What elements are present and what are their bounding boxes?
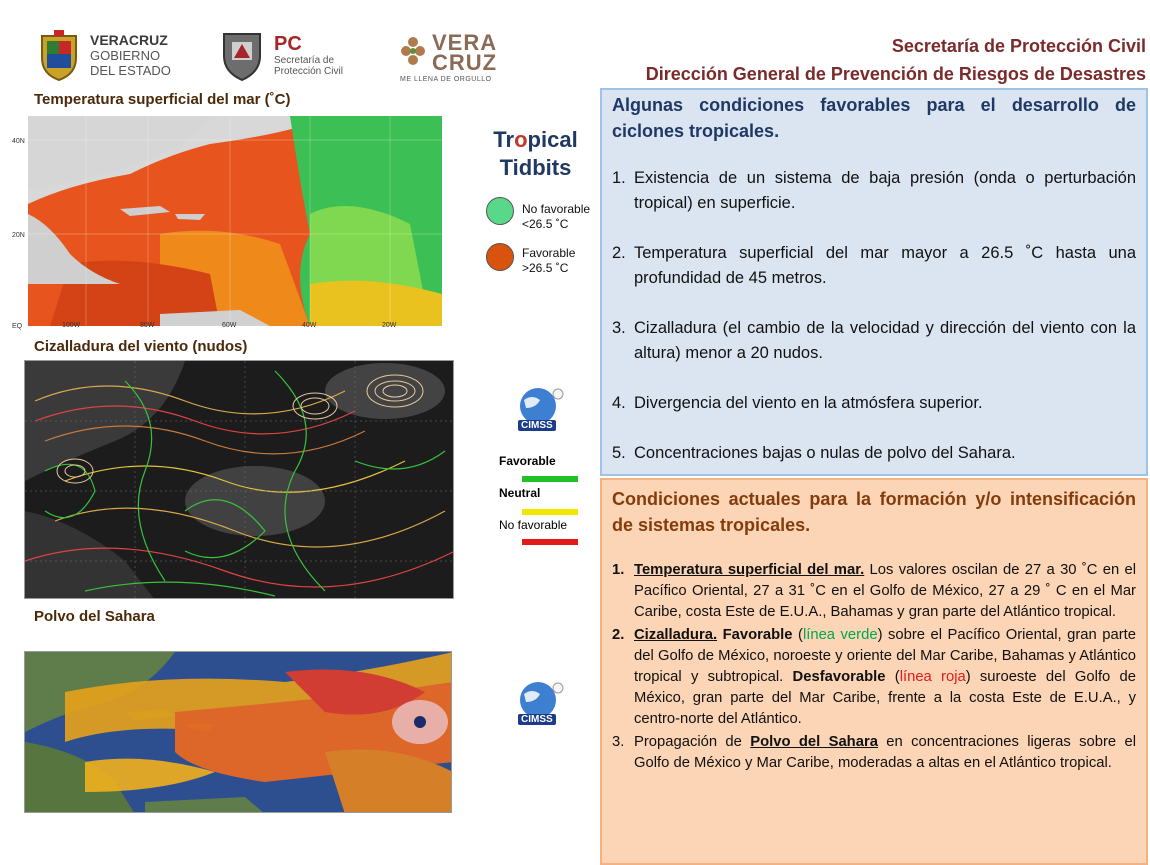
pc-sub-line1: Secretaría de [274,55,335,66]
green-line-word: línea verde [802,627,878,643]
tt-part-o: o [514,127,528,152]
item-num: 2. [612,627,625,643]
no-favorable-label1: No favorable [522,202,591,216]
pc-shield-icon [218,28,266,82]
no-favorable-label2: <26.5 ˚C [522,217,569,231]
item-head: Temperatura superficial del mar. [634,562,865,578]
desfavorable-text: ) suroeste del Golfo de México, gran parte del Mar Caribe, frente a la costa Este de E.U.A., y centro-norte del Atlántico. [634,669,1137,727]
dust-map [24,651,452,813]
list-item [612,391,1136,416]
item-num: 3. [612,319,626,337]
favorable-panel-title: Algunas condiciones favorables para el desarrollo de ciclones tropicales. [612,95,1136,141]
sst-lon-80w: 80W [140,322,155,329]
item-text: Divergencia del viento en la atmósfera superior. [634,394,983,412]
sst-lat-40n: 40N [12,138,25,145]
item-text: Temperatura superficial del mar mayor a 26.5 ˚C hasta una profundidad de 45 metros. [634,244,1136,287]
legend-line-nofav [522,539,578,545]
list-item [612,166,1136,216]
legend-line-neutral [522,509,578,515]
vc-word-line1: VERA [432,30,498,55]
sst-lon-20w: 20W [382,322,397,329]
item-text: Existencia de un sistema de baja presión (onda o perturbación tropical) en superficie. [634,169,1136,212]
pc-sub-line2: Protección Civil [274,66,343,77]
cimss-logo-1 [506,386,570,436]
favorable-word: Favorable [717,627,793,643]
logo-veracruz-line2: GOBIERNO [90,47,161,63]
favorable-text: ) sobre el Pacífico Oriental, gran parte del Golfo de México, noroeste y oriente del Mar Caribe, Bahamas y Atlántico tropical y subtropical. [634,627,1137,685]
tt-line2: Tidbits [499,155,572,180]
favorable-conditions-panel [600,88,1148,476]
no-favorable-swatch [486,197,514,225]
list-item [612,241,1136,291]
item-pre: Propagación de [634,734,751,750]
desfavorable-word: Desfavorable [783,669,886,685]
item-head: Cizalladura. [634,627,718,643]
item-text: en concentraciones ligeras sobre el Golfo de México y Mar Caribe, moderadas a altas en el Atlántico tropical. [634,734,1136,771]
favorable-label2: >26.5 ˚C [522,261,569,275]
sst-lon-100w: 100W [62,322,81,329]
item-num: 4. [612,394,626,412]
favorable-swatch [486,243,514,271]
item-text: Cizalladura (el cambio de la velocidad y dirección del viento con la altura) menor a 20 nudos. [634,319,1136,362]
item-num: 3. [612,734,625,750]
veracruz-shield-icon [36,28,82,82]
legend-line-neutral-label: Neutral [499,486,541,500]
logo-veracruz-line3: DEL ESTADO [90,62,171,78]
sst-lon-40w: 40W [302,322,317,329]
red-line-word: línea roja [899,669,966,685]
logo-veracruz-line1: VERACRUZ [90,31,168,48]
dust-map-image [25,652,452,813]
item-head: Polvo del Sahara [750,734,878,750]
tt-part-a: Tr [493,127,515,152]
shear-map [24,360,454,599]
legend-line-nofav-label: No favorable [499,518,568,532]
sst-lat-eq: EQ [12,323,23,330]
shear-map-image [25,361,454,599]
sst-lon-60w: 60W [222,322,237,329]
legend-line-favorable [522,476,578,482]
list-item [612,625,1136,730]
list-item [612,441,1136,466]
sst-caption: Temperatura superficial del mar (˚C) [34,91,291,108]
tt-part-b: pical [527,127,578,152]
item-num: 2. [612,244,626,262]
header-title-line2: Dirección General de Prevención de Riesgos de Desastres [645,64,1146,84]
current-conditions-list [612,560,1136,774]
header-title-line1: Secretaría de Protección Civil [891,36,1146,56]
paren-open: ( [792,627,803,643]
item-num: 1. [612,562,625,578]
sst-map-image [10,114,442,330]
sst-map [10,114,442,330]
item-num: 5. [612,444,626,462]
item-text: Los valores oscilan de 27 a 30 ˚C en el Pacífico Oriental, 27 a 31 ˚C en el Golfo de México, 27 a 29 ˚ C en el Mar Caribe, costa Este de E.U.A., Bahamas y gran parte del Atlántico tropical. [634,562,1136,620]
list-item [612,560,1136,623]
pc-mark: PC [274,33,302,55]
cimss-logo-2 [506,680,570,730]
shear-caption: Cizalladura del viento (nudos) [34,338,248,355]
dust-caption: Polvo del Sahara [34,608,155,625]
logo-veracruz-orgullo [398,26,498,88]
sst-lat-20n: 20N [12,232,25,239]
legend-line-favorable-label: Favorable [499,454,556,468]
current-panel-title: Condiciones actuales para la formación y/o intensificación de sistemas tropicales. [612,489,1136,535]
paren-open: ( [885,669,900,685]
logo-veracruz-gobierno [36,26,186,84]
tropical-tidbits-logo [478,126,593,182]
item-num: 1. [612,169,626,187]
item-text: Concentraciones bajas o nulas de polvo del Sahara. [634,444,1016,462]
flower-icon [398,34,428,68]
list-item [612,732,1136,774]
favorable-conditions-list [612,166,1136,466]
logo-proteccion-civil [218,26,388,84]
cimss-label-2: CIMSS [518,714,556,725]
vc-word-line2: CRUZ [432,50,498,75]
current-conditions-panel [600,478,1148,865]
list-item [612,316,1136,366]
favorable-label1: Favorable [522,246,576,260]
cimss-label-1: CIMSS [518,420,556,431]
vc-tagline: ME LLENA DE ORGULLO [400,76,492,83]
